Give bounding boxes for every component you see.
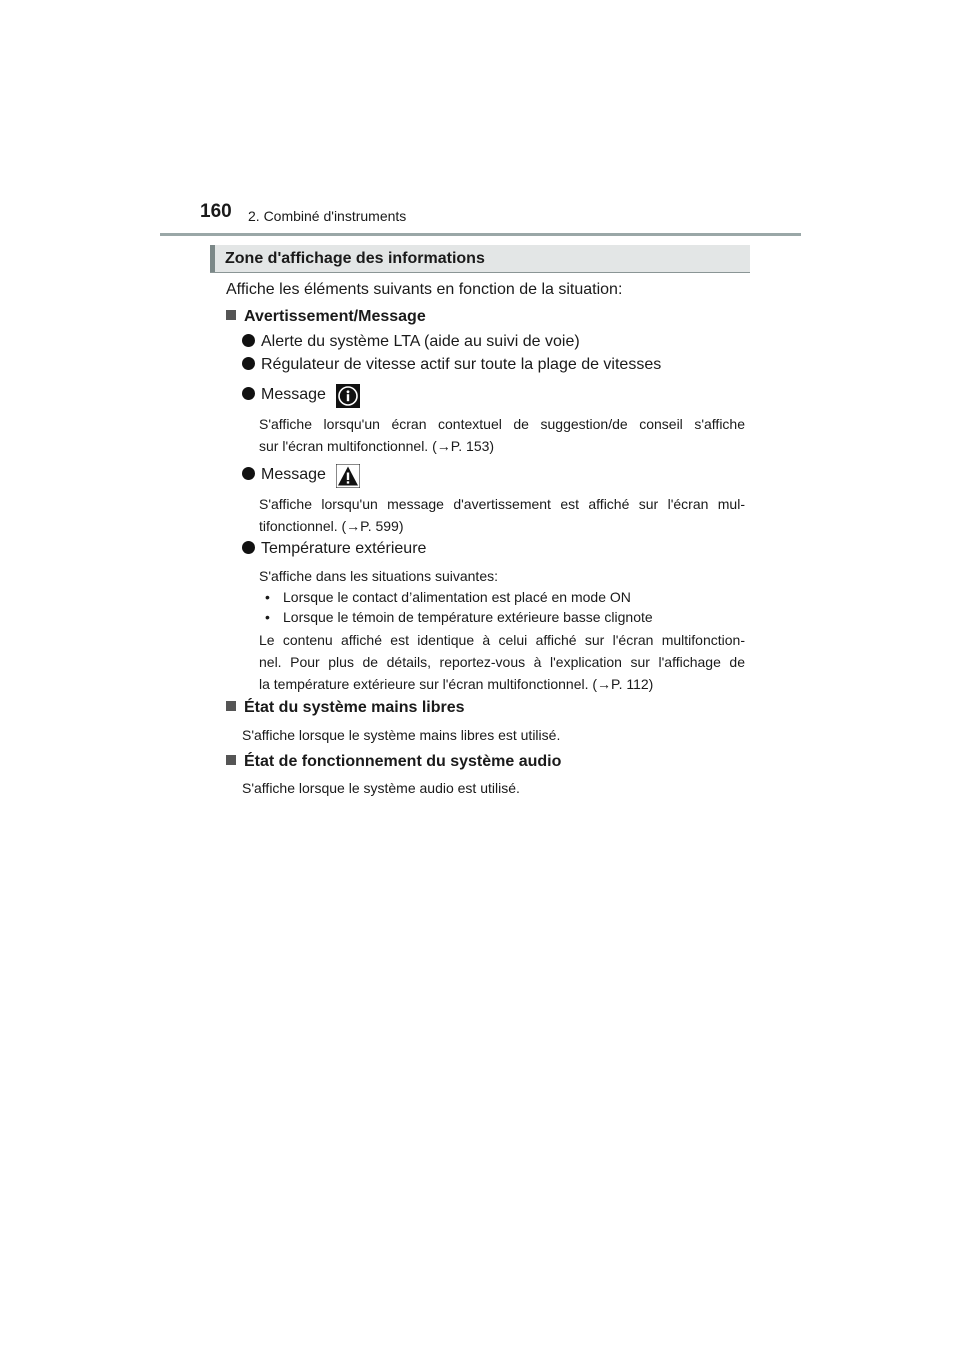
header-divider — [160, 233, 801, 236]
warning-triangle-icon — [336, 464, 360, 488]
handsfree-description: S'affiche lorsque le système mains libres est utilisé. — [242, 727, 561, 743]
round-bullet-icon — [242, 334, 255, 347]
message-info-description-line2: sur l'écran multifonctionnel. (→P. 153) — [259, 438, 495, 454]
section-intro: Affiche les éléments suivants en fonction de la situation: — [226, 281, 623, 298]
round-bullet-icon — [242, 467, 255, 480]
list-item-temperature: Température extérieure — [242, 540, 426, 558]
square-bullet-icon — [226, 310, 236, 320]
temperature-detail-line2: nel. Pour plus de détails, reportez-vous à l'explication sur l'affichage de — [259, 654, 745, 670]
round-bullet-icon — [242, 387, 255, 400]
message-info-description-line1: S'affiche lorsqu'un écran contextuel de suggestion/de conseil s'affiche — [259, 416, 745, 432]
temperature-bullet-1: • Lorsque le contact d’alimentation est placé en mode ON — [265, 589, 631, 605]
temperature-detail-line1: Le contenu affiché est identique à celui affiché sur l'écran multifonction- — [259, 632, 745, 648]
info-icon — [336, 384, 360, 408]
section-banner-accent — [210, 245, 215, 272]
message-warning-description-line1: S'affiche lorsqu'un message d'avertissement est affiché sur l'écran mul- — [259, 496, 745, 512]
square-bullet-icon — [226, 701, 236, 711]
audio-description: S'affiche lorsque le système audio est utilisé. — [242, 780, 520, 796]
handsfree-heading: État du système mains libres — [226, 699, 465, 717]
temperature-detail-line3: la température extérieure sur l'écran multifonctionnel. (→P. 112) — [259, 676, 654, 692]
page-number: 160 — [200, 201, 232, 222]
section-banner — [210, 245, 750, 273]
round-bullet-icon — [242, 357, 255, 370]
list-item-message-info: Message — [242, 386, 326, 404]
list-item-cruise: Régulateur de vitesse actif sur toute la plage de vitesses — [242, 356, 661, 374]
warning-heading: Avertissement/Message — [226, 308, 426, 326]
chapter-title: 2. Combiné d'instruments — [248, 208, 407, 224]
list-item-lta: Alerte du système LTA (aide au suivi de voie) — [242, 333, 580, 351]
message-warning-description-line2: tifonctionnel. (→P. 599) — [259, 518, 404, 534]
temperature-intro: S'affiche dans les situations suivantes: — [259, 568, 498, 584]
section-title: Zone d'affichage des informations — [225, 250, 485, 267]
audio-heading: État de fonctionnement du système audio — [226, 753, 561, 771]
round-bullet-icon — [242, 541, 255, 554]
list-item-message-warning: Message — [242, 466, 326, 484]
square-bullet-icon — [226, 755, 236, 765]
temperature-bullet-2: • Lorsque le témoin de température extérieure basse clignote — [265, 609, 653, 625]
